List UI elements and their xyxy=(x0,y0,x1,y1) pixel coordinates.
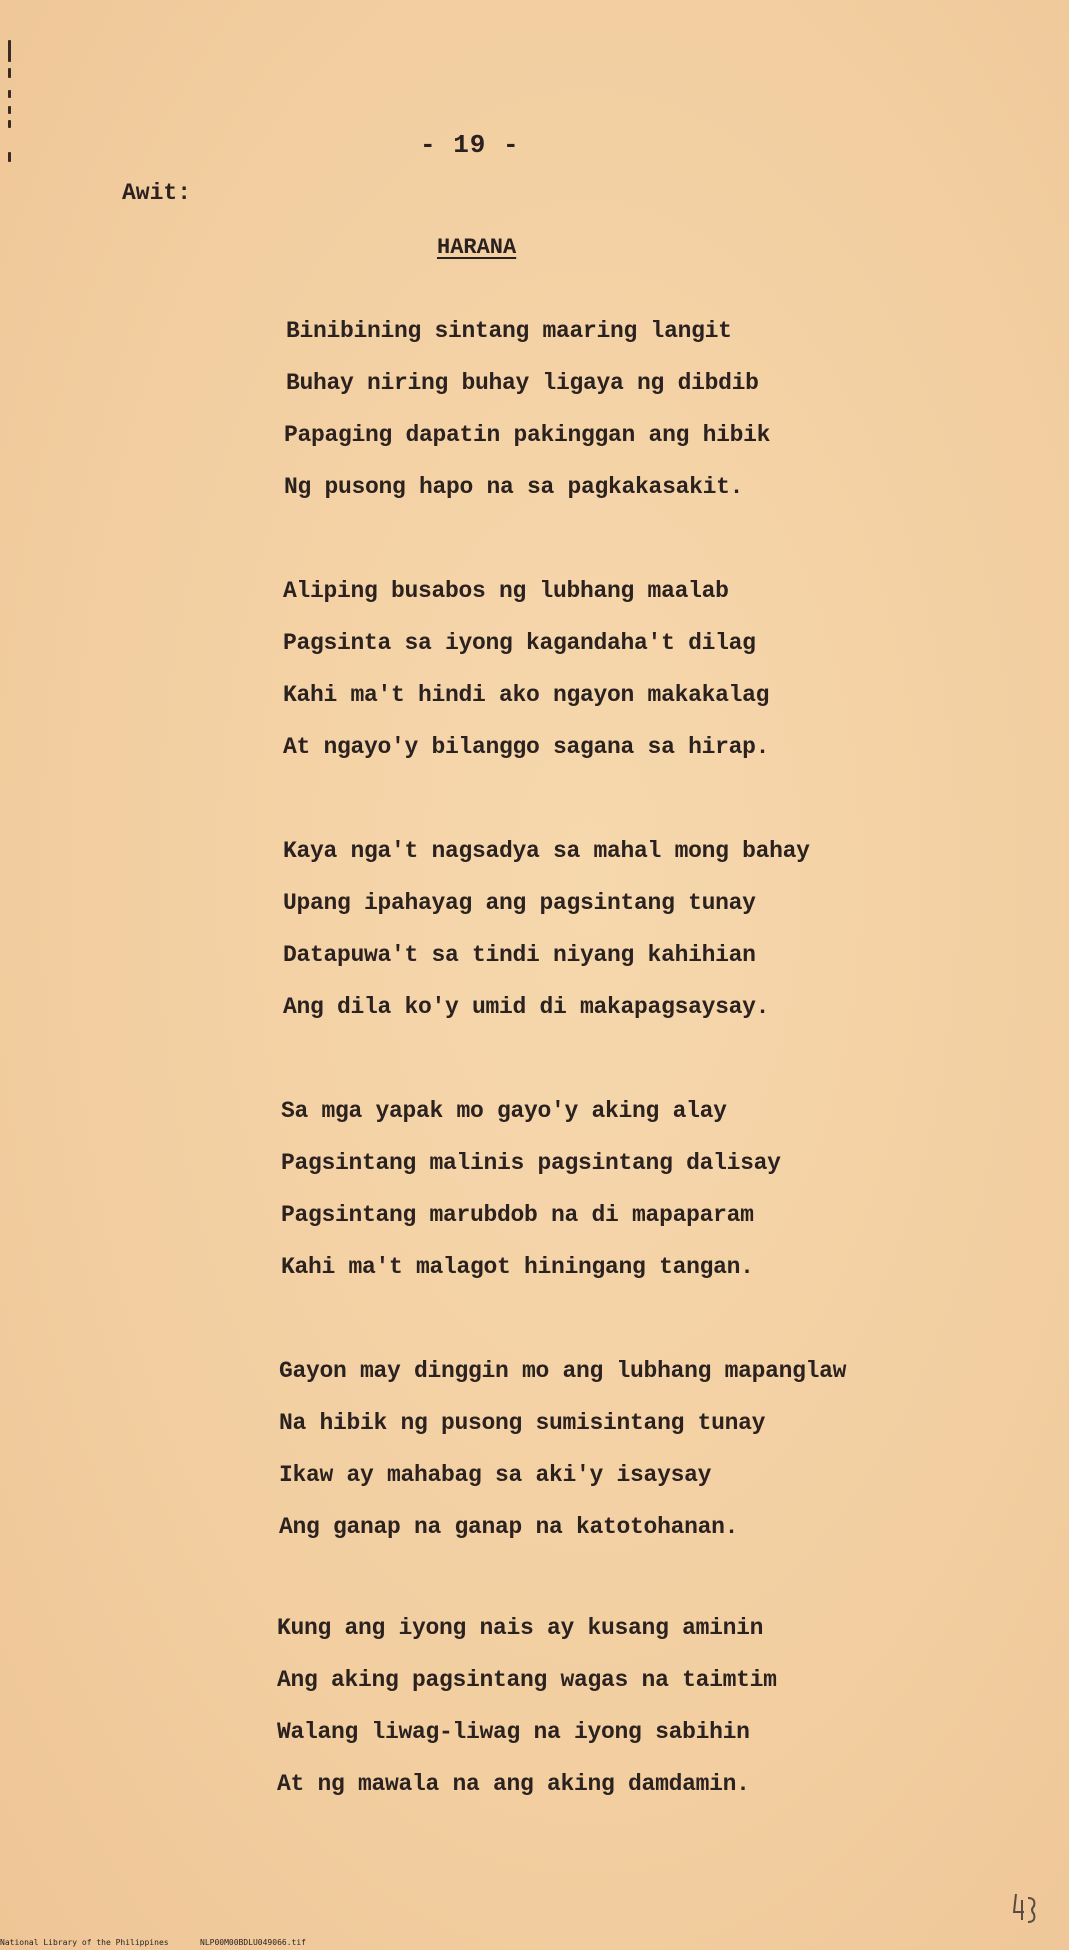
poem-line: Datapuwa't sa tindi niyang kahihian xyxy=(283,942,756,968)
poem-line: Gayon may dinggin mo ang lubhang mapanglaw xyxy=(279,1358,847,1384)
poem-line: Na hibik ng pusong sumisintang tunay xyxy=(279,1410,766,1436)
poem-line: Ang dila ko'y umid di makapagsaysay. xyxy=(283,994,770,1020)
section-label: Awit: xyxy=(122,180,192,206)
binding-marks xyxy=(4,40,18,170)
poem-line: Pagsinta sa iyong kagandaha't dilag xyxy=(283,630,756,656)
poem-line: Ng pusong hapo na sa pagkakasakit. xyxy=(284,474,744,500)
poem-line: Ang ganap na ganap na katotohanan. xyxy=(279,1514,739,1540)
poem-line: Kahi ma't hindi ako ngayon makakalag xyxy=(283,682,770,708)
poem-line: Binibining sintang maaring langit xyxy=(286,318,732,344)
page-number: - 19 - xyxy=(420,130,520,160)
poem-line: Kaya nga't nagsadya sa mahal mong bahay xyxy=(283,838,810,864)
file-name-caption: NLP00M00BDLU049066.tif xyxy=(200,1938,306,1947)
poem-title: HARANA xyxy=(437,235,517,260)
poem-line: Walang liwag-liwag na iyong sabihin xyxy=(277,1719,750,1745)
poem-line: Buhay niring buhay ligaya ng dibdib xyxy=(286,370,759,396)
poem-line: Ikaw ay mahabag sa aki'y isaysay xyxy=(279,1462,712,1488)
poem-line: Aliping busabos ng lubhang maalab xyxy=(283,578,729,604)
poem-line: Upang ipahayag ang pagsintang tunay xyxy=(283,890,756,916)
poem-line: Kahi ma't malagot hiningang tangan. xyxy=(281,1254,754,1280)
poem-line: Kung ang iyong nais ay kusang aminin xyxy=(277,1615,764,1641)
poem-line: Pagsintang marubdob na di mapaparam xyxy=(281,1202,754,1228)
library-caption: National Library of the Philippines xyxy=(0,1938,169,1947)
poem-line: Papaging dapatin pakinggan ang hibik xyxy=(284,422,771,448)
poem-line: At ngayo'y bilanggo sagana sa hirap. xyxy=(283,734,770,760)
handwritten-folio-mark xyxy=(1010,1890,1040,1926)
poem-line: Pagsintang malinis pagsintang dalisay xyxy=(281,1150,781,1176)
poem-line: Sa mga yapak mo gayo'y aking alay xyxy=(281,1098,727,1124)
poem-line: At ng mawala na ang aking damdamin. xyxy=(277,1771,750,1797)
poem-line: Ang aking pagsintang wagas na taimtim xyxy=(277,1667,777,1693)
